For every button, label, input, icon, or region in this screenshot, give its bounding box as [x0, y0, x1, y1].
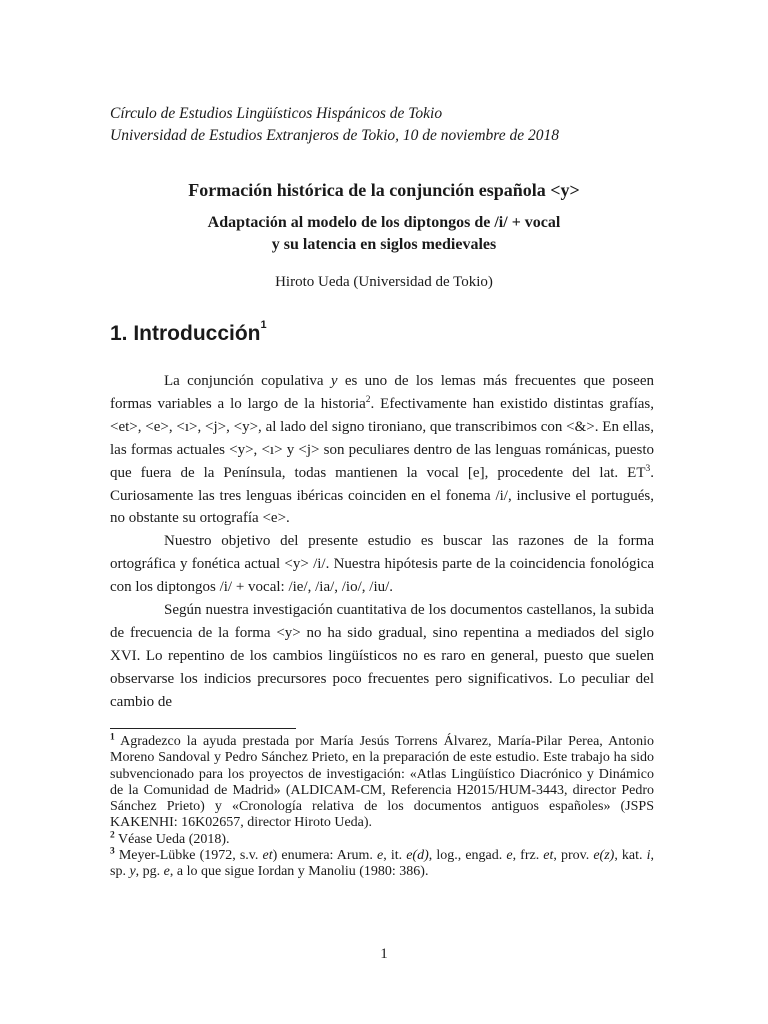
- italic-term: et: [262, 848, 273, 864]
- italic-term: i: [646, 848, 651, 864]
- text-run: , frz.: [512, 848, 544, 864]
- paragraph: Nuestro objetivo del presente estudio es buscar las razones de la forma ortográfica y fonética actual <y> /i/. Nuestra hipótesis parte de la coincidencia fonológica con los diptongos /i/ + vocal: /ie/, /ia/, /io/, /iu/.: [110, 533, 654, 596]
- text-run: , log., engad.: [428, 848, 507, 864]
- author-affiliation: Hiroto Ueda (Universidad de Tokio): [275, 274, 493, 290]
- footnote-number: 2: [110, 830, 115, 841]
- text-run: . Efectivamente han existido distintas grafías, <et>, <e>, <ı>, <j>, <y>, al lado del signo tironiano, que transcribimos con <&>. En ellas, las formas actuales <y>, <ı> y <j> son peculiares dentro de las lenguas románicas, puesto que fuera de la Península, todas mantienen la vocal [e], procedente del lat. ET: [110, 395, 654, 481]
- paper-title: Formación histórica de la conjunción española <y>: [188, 180, 580, 200]
- italic-term: e(z): [593, 848, 615, 864]
- footnote-ref: 2: [365, 394, 371, 405]
- italic-term: y: [330, 373, 338, 389]
- paragraph: [110, 370, 654, 530]
- text-run: , kat.: [614, 848, 647, 864]
- footnote: [110, 832, 654, 848]
- italic-term: e(d): [406, 848, 429, 864]
- text-run: es uno de los lemas más frecuentes que poseen formas variables a lo largo de la historia: [110, 373, 654, 412]
- footnote-ref: 3: [645, 463, 651, 474]
- footnote-number: 3: [110, 846, 115, 857]
- conference-name: Círculo de Estudios Lingüísticos Hispánicos de Tokio: [110, 105, 443, 122]
- footnote-ref: 1: [260, 319, 267, 331]
- body-text: [110, 370, 654, 714]
- paper-subtitle-line2: y su latencia en siglos medievales: [271, 236, 497, 253]
- text-run: , prov.: [553, 848, 594, 864]
- text-run: , sp.: [110, 848, 654, 880]
- text-run: , it.: [383, 848, 407, 864]
- text-run: . Curiosamente las tres lenguas ibéricas coinciden en el fonema /i/, inclusive el portugués, no obstante su ortografía <e>.: [110, 464, 654, 527]
- paragraph: Según nuestra investigación cuantitativa de los documentos castellanos, la subida de frecuencia de la forma <y> no ha sido gradual, sino repentina a mediados del siglo XVI. Lo repentino de los cambios lingüísticos no es raro en general, puesto que suelen observarse los indicios precursores poco frecuentes pero significativos. Lo peculiar del cambio de: [110, 602, 654, 710]
- text-run: ) enumera: Arum.: [272, 848, 378, 864]
- footnote-separator: [110, 728, 296, 729]
- footnotes: [110, 734, 654, 881]
- italic-term: e: [163, 864, 170, 880]
- italic-term: y: [129, 864, 136, 880]
- paper-subtitle-line1: Adaptación al modelo de los diptongos de /i/ + vocal: [207, 214, 561, 231]
- section-heading: [110, 319, 267, 346]
- italic-term: e: [506, 848, 513, 864]
- footnote-number: 1: [110, 732, 115, 743]
- conference-venue-date: Universidad de Estudios Extranjeros de Tokio, 10 de noviembre de 2018: [110, 127, 560, 144]
- text-run: Meyer-Lübke (1972, s.v.: [114, 848, 263, 864]
- page-number: 1: [380, 946, 388, 962]
- italic-term: et: [543, 848, 554, 864]
- italic-term: e: [377, 848, 384, 864]
- footnote: [110, 734, 654, 832]
- section-heading-text: 1. Introducción: [110, 322, 261, 345]
- text-run: , a lo que sigue Iordan y Manoliu (1980: 386).: [169, 864, 429, 880]
- footnote-text: Agradezco la ayuda prestada por María Jesús Torrens Álvarez, María-Pilar Perea, Antonio Moreno Sandoval y Pedro Sánchez Prieto, en la preparación de este estudio. Este trabajo ha sido subvencionado para los proyectos de investigación: «Atlas Lingüístico Diacrónico y Dinámico de la Comunidad de Madrid» (ALDICAM-CM, Referencia H2015/HUM-3443, director Pedro Sánchez Prieto) y «Cronología relativa de los documentos antiguos españoles» (JSPS KAKENHI: 16K02657, director Hiroto Ueda).: [110, 734, 654, 831]
- footnote: [110, 848, 654, 881]
- text-run: La conjunción copulativa: [164, 373, 331, 389]
- footnote-text: Véase Ueda (2018).: [114, 831, 230, 847]
- text-run: , pg.: [135, 864, 164, 880]
